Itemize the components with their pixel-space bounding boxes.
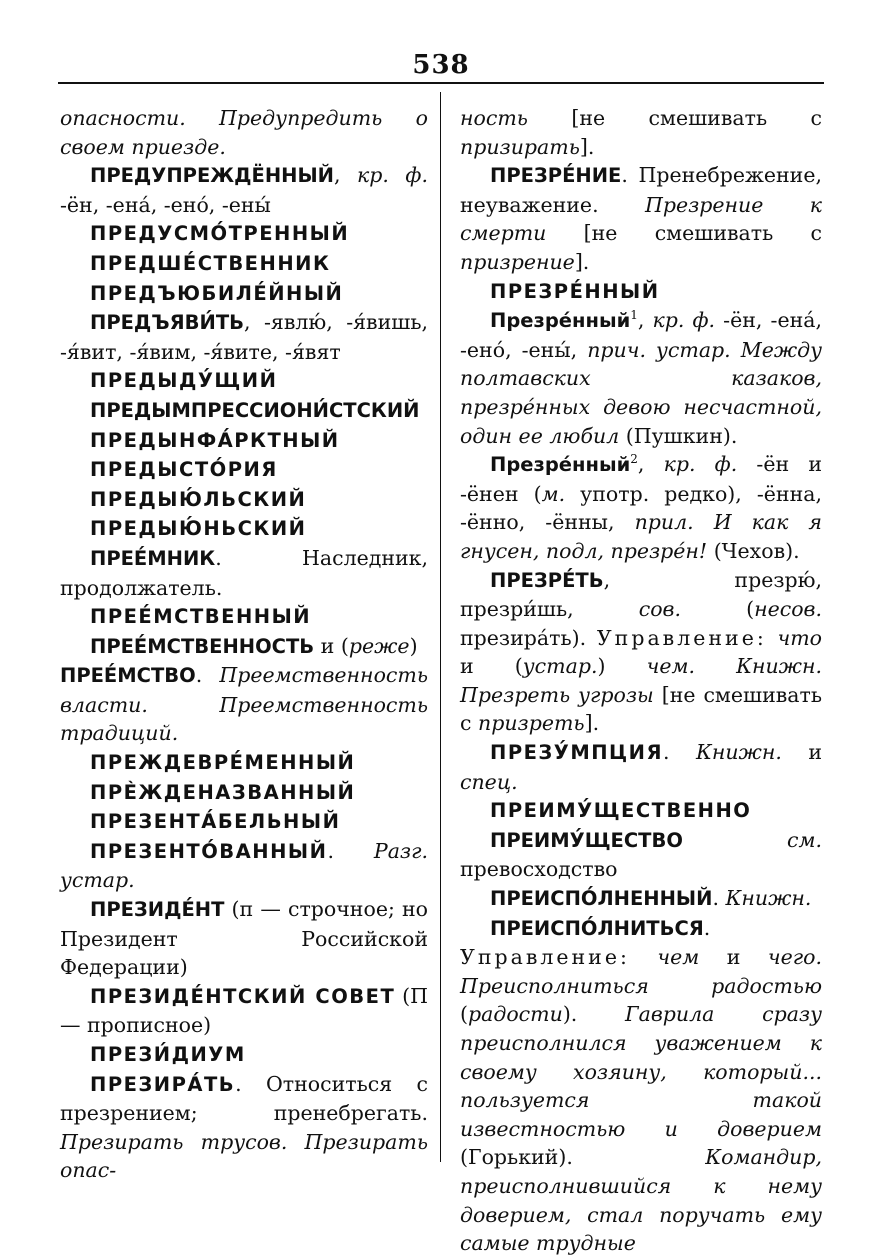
entry-text: (Горький). — [460, 1145, 706, 1170]
entry-text: ) — [409, 633, 418, 658]
entry-italic-text: призрение — [460, 249, 575, 274]
dictionary-entry — [460, 450, 822, 565]
entry-headword: ПРЕЗЕНТА́БЕЛЬНЫЙ — [90, 810, 341, 834]
entry-headword: ПРЕЕ́МСТВЕННЫЙ — [90, 605, 312, 629]
dictionary-entry — [60, 602, 428, 632]
dictionary-entry — [460, 566, 822, 739]
entry-text: ]. — [574, 249, 590, 274]
entry-headword: ПРЕЗИРА́ТЬ — [90, 1072, 236, 1096]
entry-text: , — [637, 308, 653, 333]
entry-italic-text: что — [777, 625, 822, 650]
entry-spaced-label: Управление: — [596, 625, 767, 650]
entry-italic-text: чем. Книжн. Презреть угрозы — [460, 654, 823, 707]
entry-text: употр. редко), -ённа, -ённо, -ённы, — [460, 481, 822, 535]
entry-text: (Чехов). — [707, 538, 800, 563]
entry-headword: ПРЕДЫНФА́РКТНЫЙ — [90, 428, 340, 452]
entry-text: . — [662, 740, 696, 765]
entry-text: . — [712, 886, 726, 911]
entry-text — [683, 828, 787, 852]
entry-text: . — [195, 663, 220, 688]
entry-headword: ПРЕДЫЮ́НЬСКИЙ — [90, 517, 307, 541]
dictionary-entry — [60, 748, 428, 778]
dictionary-entry — [60, 366, 428, 396]
entry-text: -ён, -ена́, -ено́, -ены́ — [60, 192, 271, 217]
dictionary-entry — [460, 914, 822, 1258]
entry-italic-text: Разг. устар. — [60, 838, 428, 893]
entry-text: и — [781, 740, 822, 765]
entry-text: -ён и -ёнен ( — [460, 452, 822, 506]
entry-italic-text: чего. Преисполниться радостью — [460, 945, 822, 998]
entry-homonym-index: 1 — [630, 308, 638, 323]
dictionary-entry — [460, 738, 822, 796]
dictionary-entry — [60, 982, 428, 1040]
entry-headword: ПРЕДЫДУ́ЩИЙ — [90, 369, 278, 393]
dictionary-entry — [60, 279, 428, 309]
dictionary-entry — [460, 161, 822, 276]
entry-headword: ПРЕИСПО́ЛНЕННЫЙ — [490, 887, 713, 911]
entry-italic-text: прил. И как я гнусен, подл, презре́н! — [460, 510, 822, 563]
entry-italic-text: кр. ф. — [357, 163, 428, 188]
entry-text: и ( — [314, 633, 349, 658]
dictionary-entry — [60, 396, 428, 426]
entry-text: , -явлю́, -я́вишь, -я́вит, -я́вим, -я́вите, -я́вят — [60, 310, 428, 364]
entry-italic-text: призирать — [460, 134, 580, 159]
entry-text: , — [637, 452, 664, 477]
entry-text: ( — [681, 597, 755, 622]
entry-spaced-label: Управление: — [460, 945, 630, 970]
entry-headword: ПРЕЗИДЕ́НТ — [90, 898, 225, 922]
dictionary-entry — [60, 426, 428, 456]
entry-headword: ПРЕИМУ́ЩЕСТВЕННО — [490, 799, 752, 823]
entry-italic-text: Презирать трусов. Презирать опас- — [60, 1129, 428, 1183]
entry-text: презира́ть). — [460, 625, 597, 650]
entry-italic-text: ность — [460, 106, 528, 130]
dictionary-entry — [460, 306, 822, 450]
dictionary-entry — [60, 308, 428, 366]
dictionary-entry — [60, 161, 428, 219]
page-number: 538 — [412, 50, 470, 80]
entry-italic-text: устар. — [522, 654, 598, 679]
entry-headword: ПРЕЗЕНТО́ВАННЫЙ — [90, 839, 328, 863]
entry-text: (П — прописное) — [60, 983, 428, 1038]
entry-italic-text: опасности. Предупредить о своем приезде. — [60, 106, 428, 159]
entry-headword: ПРЕЗРЕ́ННЫЙ — [490, 279, 660, 303]
entry-text: [не смешивать с — [546, 221, 822, 246]
entry-headword: ПРЕДУСМО́ТРЕННЫЙ — [90, 222, 350, 246]
dictionary-entry — [460, 796, 822, 826]
entry-text — [630, 945, 657, 969]
entry-text — [767, 626, 778, 650]
entry-headword: ПРЕЕ́МСТВО — [60, 664, 196, 688]
entry-text: и ( — [460, 654, 523, 679]
dictionary-entry — [60, 219, 428, 249]
entry-text: , презрю́, презри́шь, — [460, 567, 822, 622]
dictionary-entry — [60, 632, 428, 662]
entry-headword: ПРЕДЪЯВИ́ТЬ — [90, 311, 244, 335]
entry-headword: ПРЕЖДЕВРЕ́МЕННЫЙ — [90, 751, 356, 775]
entry-text: -ён, -ена́, -ено́, -ены́, — [460, 308, 822, 362]
column-divider — [440, 92, 441, 1162]
entry-headword: ПРЕДЫМПРЕССИОНИ́СТСКИЙ — [90, 398, 420, 422]
entry-text: [не смешивать с — [460, 682, 823, 736]
entry-text: . — [327, 838, 374, 863]
entry-headword: ПРЕЕ́МНИК — [90, 546, 216, 570]
entry-text: . Пренебрежение, неуважение. — [460, 163, 822, 217]
entry-headword: ПРЕЗРЕ́ТЬ — [490, 568, 604, 592]
entry-headword: ПРЕИСПО́ЛНИТЬСЯ — [490, 916, 704, 940]
dictionary-entry — [60, 807, 428, 837]
dictionary-entry — [460, 104, 822, 161]
dictionary-entry — [60, 1070, 428, 1185]
entry-italic-text: Командир, преисполнившийся к нему доверием, стал поручать ему самые трудные — [460, 1145, 822, 1256]
dictionary-entry — [60, 455, 428, 485]
entry-italic-text: Книжн. — [695, 740, 782, 765]
entry-text: . — [703, 915, 711, 940]
entry-text: ]. — [584, 711, 600, 736]
entry-text: ( — [460, 1002, 468, 1027]
dictionary-entry — [60, 661, 428, 748]
entry-text: (п — строчное; но Президент Российской Федерации) — [60, 897, 428, 980]
entry-text: [не смешивать с — [527, 106, 822, 130]
entry-text: (Пушкин). — [619, 423, 738, 448]
entry-headword: ПРЀЖДЕНАЗВАННЫЙ — [90, 780, 356, 804]
dictionary-entry — [60, 544, 428, 602]
entry-italic-text: реже — [348, 633, 410, 658]
entry-headword: ПРЕЗИ́ДИУМ — [90, 1043, 246, 1066]
dictionary-entry — [60, 778, 428, 808]
dictionary-entry — [60, 514, 428, 544]
entry-italic-text: см. — [787, 827, 822, 852]
entry-headword: ПРЕЗРЕ́НИЕ — [490, 164, 622, 188]
dictionary-entry — [60, 485, 428, 515]
entry-italic-text: м. — [541, 481, 566, 506]
entry-italic-text: призреть — [478, 711, 585, 736]
entry-headword: ПРЕДЪЮБИЛЕ́ЙНЫЙ — [90, 281, 344, 305]
entry-text: . Относиться с презрением; пренебрегать. — [60, 1071, 428, 1126]
entry-text: ]. — [579, 134, 595, 159]
entry-headword: ПРЕИМУ́ЩЕСТВО — [490, 828, 683, 852]
entry-italic-text: Гаврила сразу преисполнился уважением к своему хозяину, который... пользуется такой известностью и доверием — [460, 1002, 822, 1141]
entry-headword: ПРЕДЫСТО́РИЯ — [90, 458, 278, 482]
dictionary-entry — [460, 884, 822, 914]
entry-headword: ПРЕЗИДЕ́НТСКИЙ СОВЕТ — [90, 984, 396, 1008]
entry-headword: ПРЕЗУ́МПЦИЯ — [490, 741, 663, 765]
entry-homonym-index: 2 — [630, 452, 638, 467]
entry-text: и — [699, 945, 768, 970]
entry-headword: ПРЕДУПРЕЖДЁННЫЙ — [90, 164, 334, 188]
entry-italic-text: прич. устар. Между полтавских казаков, презре́нных девою несчастной, один ее любил — [460, 337, 823, 448]
dictionary-entry — [460, 277, 822, 307]
entry-headword: ПРЕДШЕ́СТВЕННИК — [90, 251, 331, 275]
entry-italic-text: спец. — [460, 769, 518, 794]
entry-italic-text: кр. ф. — [652, 308, 716, 333]
dictionary-entry — [460, 826, 822, 884]
entry-headword: Презре́нный — [490, 453, 631, 477]
left-column — [60, 104, 428, 1185]
entry-italic-text: радости — [468, 1002, 563, 1027]
dictionary-entry — [60, 249, 428, 279]
entry-headword: ПРЕДЫЮ́ЛЬСКИЙ — [90, 487, 307, 511]
dictionary-entry — [60, 1040, 428, 1070]
entry-text: . Наследник, продолжатель. — [60, 545, 428, 600]
entry-italic-text: Книжн. — [725, 886, 812, 911]
header-rule — [58, 82, 824, 84]
entry-text: ) — [597, 654, 647, 679]
right-column — [460, 104, 822, 1258]
entry-italic-text: сов. — [638, 597, 681, 622]
entry-text: ). — [562, 1002, 626, 1027]
entry-headword: Презре́нный — [490, 309, 631, 333]
dictionary-entry — [60, 895, 428, 982]
entry-italic-text: Презрение к смерти — [460, 192, 822, 246]
entry-italic-text: чем — [657, 945, 700, 970]
entry-headword: ПРЕЕ́МСТВЕННОСТЬ — [90, 634, 315, 658]
entry-italic-text: несов. — [754, 597, 822, 622]
dictionary-entry — [60, 837, 428, 895]
entry-italic-text: Преемственность власти. Преемственность традиций. — [60, 663, 428, 746]
entry-text: превосходство — [460, 857, 618, 882]
dictionary-entry — [60, 104, 428, 161]
entry-text: , — [334, 163, 358, 188]
entry-italic-text: кр. ф. — [663, 452, 738, 477]
